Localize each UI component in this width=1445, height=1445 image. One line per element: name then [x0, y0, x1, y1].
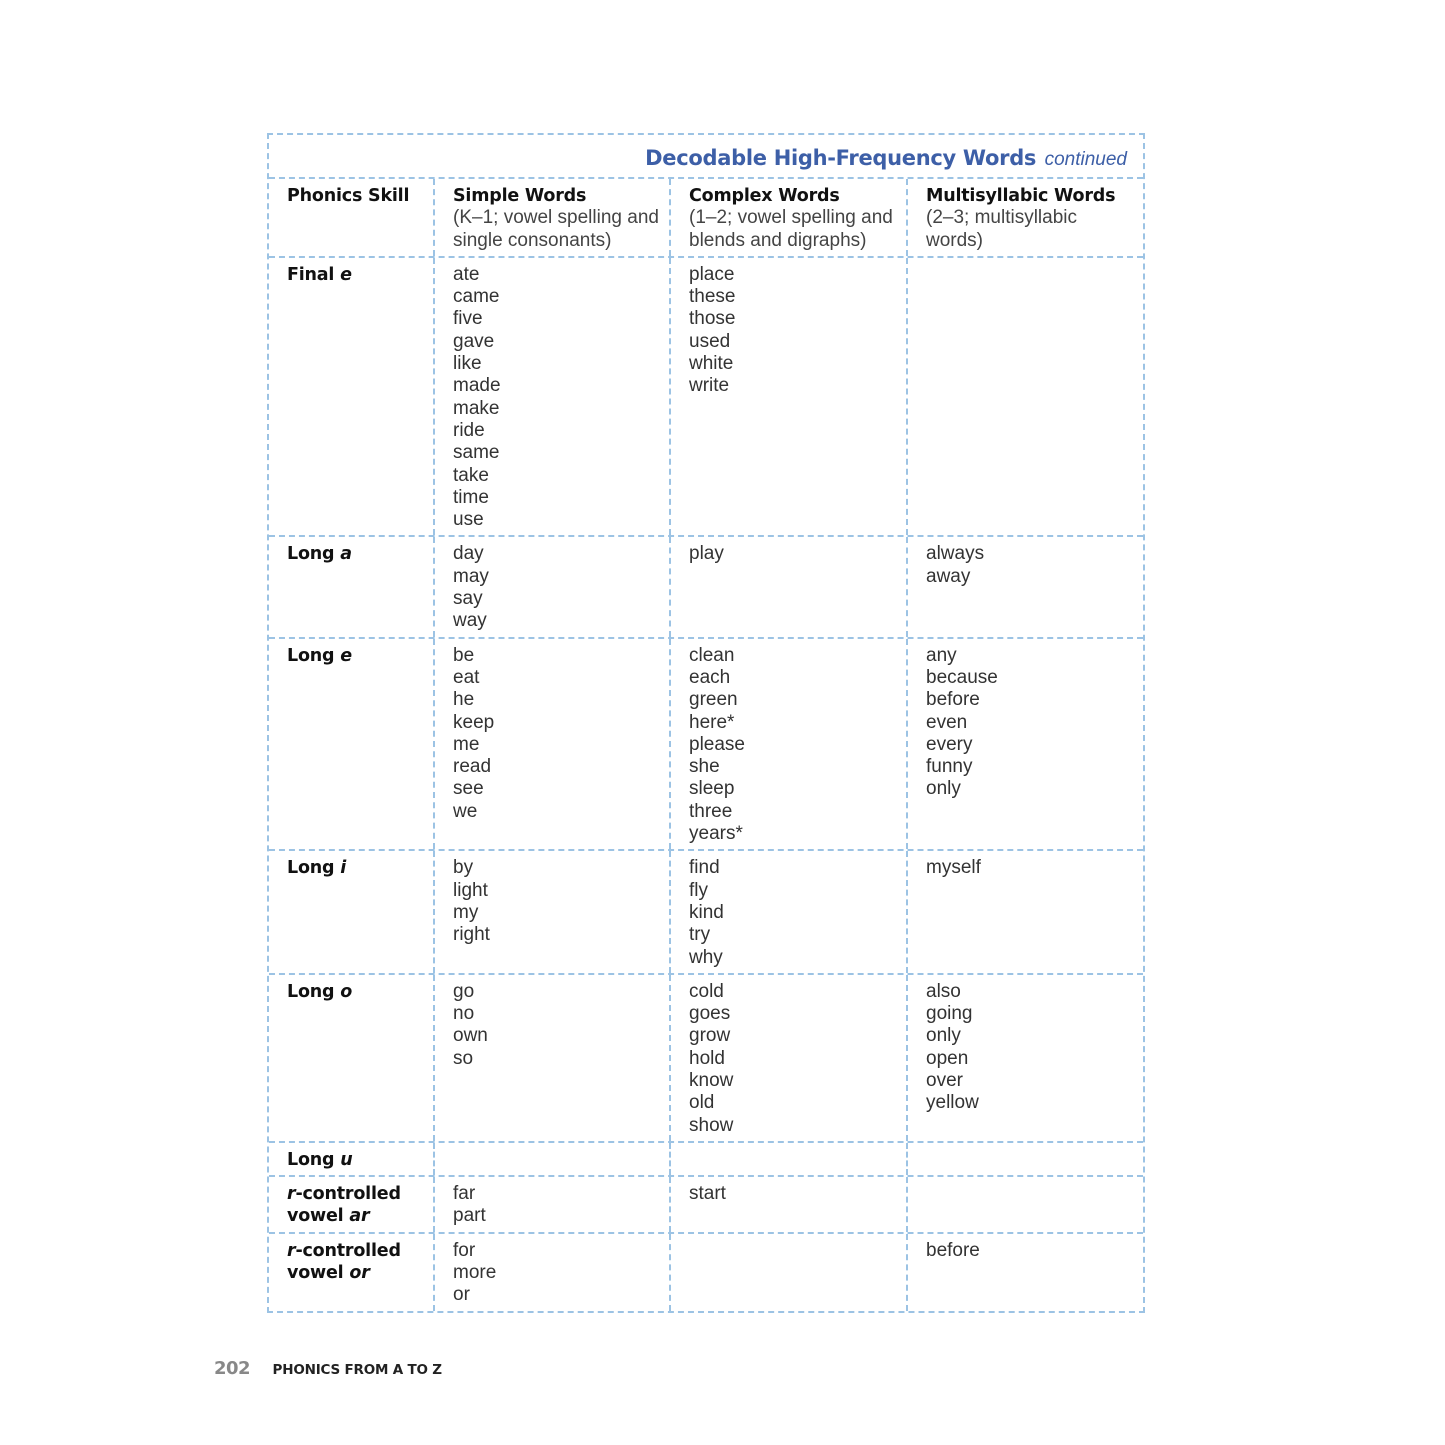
word-item: years*: [689, 823, 743, 845]
skill-label: Long: [287, 1149, 335, 1170]
skill-letter: ar: [349, 1206, 370, 1227]
multisyllabic-words-cell: [908, 639, 1143, 850]
table-row: [269, 1234, 1143, 1311]
word-item: be: [453, 644, 475, 666]
complex-words-cell: [671, 1177, 908, 1232]
word-item: he: [453, 689, 475, 711]
word-item: she: [689, 756, 720, 778]
word-item: or: [453, 1284, 470, 1306]
word-item: five: [453, 308, 483, 330]
word-item: only: [926, 778, 961, 800]
skill-letter: or: [349, 1263, 370, 1284]
word-item: every: [926, 733, 973, 755]
word-item: three: [689, 800, 733, 822]
word-item: ate: [453, 263, 480, 285]
multisyllabic-words-cell: [908, 851, 1143, 972]
multisyllabic-words-cell: [908, 1234, 1143, 1311]
word-item: those: [689, 308, 736, 330]
phonics-skill-cell: [269, 851, 435, 972]
word-item: please: [689, 733, 745, 755]
simple-words-cell: [435, 1234, 671, 1311]
table-title: Decodable High-Frequency Words: [645, 146, 1037, 170]
complex-words-cell: [671, 258, 908, 536]
word-item: like: [453, 353, 482, 375]
skill-label: Final: [287, 264, 335, 285]
word-item: before: [926, 689, 980, 711]
skill-letter: u: [340, 1149, 353, 1170]
word-item: try: [689, 924, 711, 946]
word-item: own: [453, 1025, 488, 1047]
skill-label: Long: [287, 858, 335, 879]
skill-label: -controlled vowel: [287, 1184, 401, 1227]
word-item: why: [689, 946, 723, 968]
complex-words-cell: [671, 1143, 908, 1175]
word-item: only: [926, 1025, 961, 1047]
table-row: [269, 639, 1143, 852]
word-item: eat: [453, 666, 480, 688]
word-item: light: [453, 879, 488, 901]
word-item: over: [926, 1069, 963, 1091]
table-row: [269, 537, 1143, 638]
word-item: myself: [926, 857, 981, 879]
table-row: [269, 1143, 1143, 1177]
phonics-skill-cell: [269, 639, 435, 850]
skill-label: Long: [287, 544, 335, 565]
word-item: funny: [926, 756, 973, 778]
skill-label: Long: [287, 981, 335, 1002]
page-footer: [214, 1358, 442, 1379]
word-table: [267, 133, 1145, 1313]
simple-words-cell: [435, 639, 671, 850]
word-item: more: [453, 1262, 497, 1284]
word-item: these: [689, 286, 736, 308]
word-item: start: [689, 1183, 726, 1205]
multisyllabic-words-cell: [908, 258, 1143, 536]
word-item: used: [689, 330, 731, 352]
header-row: [269, 179, 1143, 258]
word-item: fly: [689, 879, 708, 901]
table-row: [269, 1177, 1143, 1234]
page-number: 202: [214, 1358, 251, 1379]
skill-letter: e: [340, 264, 352, 285]
word-item: may: [453, 565, 489, 587]
word-item: read: [453, 756, 492, 778]
complex-words-cell: [671, 851, 908, 972]
word-item: so: [453, 1047, 474, 1069]
word-item: find: [689, 857, 720, 879]
skill-prefix: r: [287, 1184, 296, 1205]
word-item: right: [453, 924, 490, 946]
word-item: even: [926, 711, 968, 733]
word-item: for: [453, 1239, 476, 1261]
table-title-bar: [269, 135, 1143, 179]
word-item: before: [926, 1239, 980, 1261]
skill-letter: o: [340, 981, 353, 1002]
header-complex-words: Complex Words (1–2; vowel spelling and blends and digraphs): [671, 179, 908, 256]
word-item: kind: [689, 901, 724, 923]
phonics-skill-cell: [269, 1143, 435, 1175]
word-item: sleep: [689, 778, 735, 800]
multisyllabic-words-cell: [908, 537, 1143, 636]
skill-letter: i: [340, 858, 347, 879]
word-item: place: [689, 263, 735, 285]
phonics-skill-cell: [269, 1177, 435, 1232]
book-title: PHONICS FROM A TO Z: [272, 1362, 442, 1378]
skill-letter: e: [340, 645, 352, 666]
header-simple-words: Simple Words (K–1; vowel spelling and single consonants): [435, 179, 671, 256]
word-item: by: [453, 857, 474, 879]
word-item: my: [453, 901, 479, 923]
word-item: write: [689, 375, 730, 397]
phonics-skill-cell: [269, 258, 435, 536]
word-item: away: [926, 565, 971, 587]
word-item: day: [453, 543, 484, 565]
word-item: old: [689, 1092, 715, 1114]
table-row: [269, 975, 1143, 1143]
word-item: grow: [689, 1025, 731, 1047]
word-item: always: [926, 543, 985, 565]
complex-words-cell: [671, 537, 908, 636]
simple-words-cell: [435, 537, 671, 636]
word-item: came: [453, 286, 500, 308]
multisyllabic-words-cell: [908, 975, 1143, 1141]
skill-label: Long: [287, 645, 335, 666]
skill-letter: a: [340, 544, 352, 565]
word-item: know: [689, 1069, 734, 1091]
word-item: ride: [453, 419, 485, 441]
word-item: also: [926, 980, 961, 1002]
simple-words-cell: [435, 1177, 671, 1232]
word-item: going: [926, 1003, 973, 1025]
word-item: made: [453, 375, 501, 397]
word-item: we: [453, 800, 478, 822]
word-item: because: [926, 666, 998, 688]
word-item: yellow: [926, 1092, 979, 1114]
word-item: make: [453, 397, 500, 419]
word-item: play: [689, 543, 724, 565]
header-multisyllabic-words: Multisyllabic Words (2–3; multisyllabic words): [926, 186, 1116, 251]
multisyllabic-words-cell: [908, 1177, 1143, 1232]
word-item: part: [453, 1205, 486, 1227]
word-item: show: [689, 1114, 734, 1136]
word-item: hold: [689, 1047, 725, 1069]
word-item: same: [453, 442, 500, 464]
skill-prefix: r: [287, 1240, 296, 1261]
word-item: clean: [689, 644, 735, 666]
phonics-skill-cell: [269, 975, 435, 1141]
phonics-skill-cell: [269, 1234, 435, 1311]
word-item: green: [689, 689, 738, 711]
word-item: me: [453, 733, 480, 755]
word-item: here*: [689, 711, 735, 733]
word-item: see: [453, 778, 484, 800]
header-phonics-skill: Phonics Skill: [269, 179, 435, 256]
phonics-skill-cell: [269, 537, 435, 636]
complex-words-cell: [671, 1234, 908, 1311]
word-item: keep: [453, 711, 495, 733]
word-item: time: [453, 486, 489, 508]
word-item: say: [453, 588, 483, 610]
word-item: gave: [453, 330, 495, 352]
word-item: no: [453, 1003, 475, 1025]
simple-words-cell: [435, 1143, 671, 1175]
complex-words-cell: [671, 975, 908, 1141]
word-item: any: [926, 644, 957, 666]
table-row: [269, 851, 1143, 974]
complex-words-cell: [671, 639, 908, 850]
table-title-suffix: continued: [1044, 149, 1127, 170]
table-row: [269, 258, 1143, 538]
word-item: goes: [689, 1003, 731, 1025]
word-item: white: [689, 353, 734, 375]
skill-label: -controlled vowel: [287, 1240, 401, 1284]
word-item: open: [926, 1047, 969, 1069]
simple-words-cell: [435, 851, 671, 972]
word-item: way: [453, 610, 487, 632]
word-item: take: [453, 464, 489, 486]
word-item: each: [689, 666, 731, 688]
simple-words-cell: [435, 258, 671, 536]
word-item: far: [453, 1183, 476, 1205]
simple-words-cell: [435, 975, 671, 1141]
table-body: [269, 258, 1143, 1311]
word-item: go: [453, 980, 475, 1002]
word-item: cold: [689, 980, 724, 1002]
word-item: use: [453, 509, 484, 531]
multisyllabic-words-cell: [908, 1143, 1143, 1175]
